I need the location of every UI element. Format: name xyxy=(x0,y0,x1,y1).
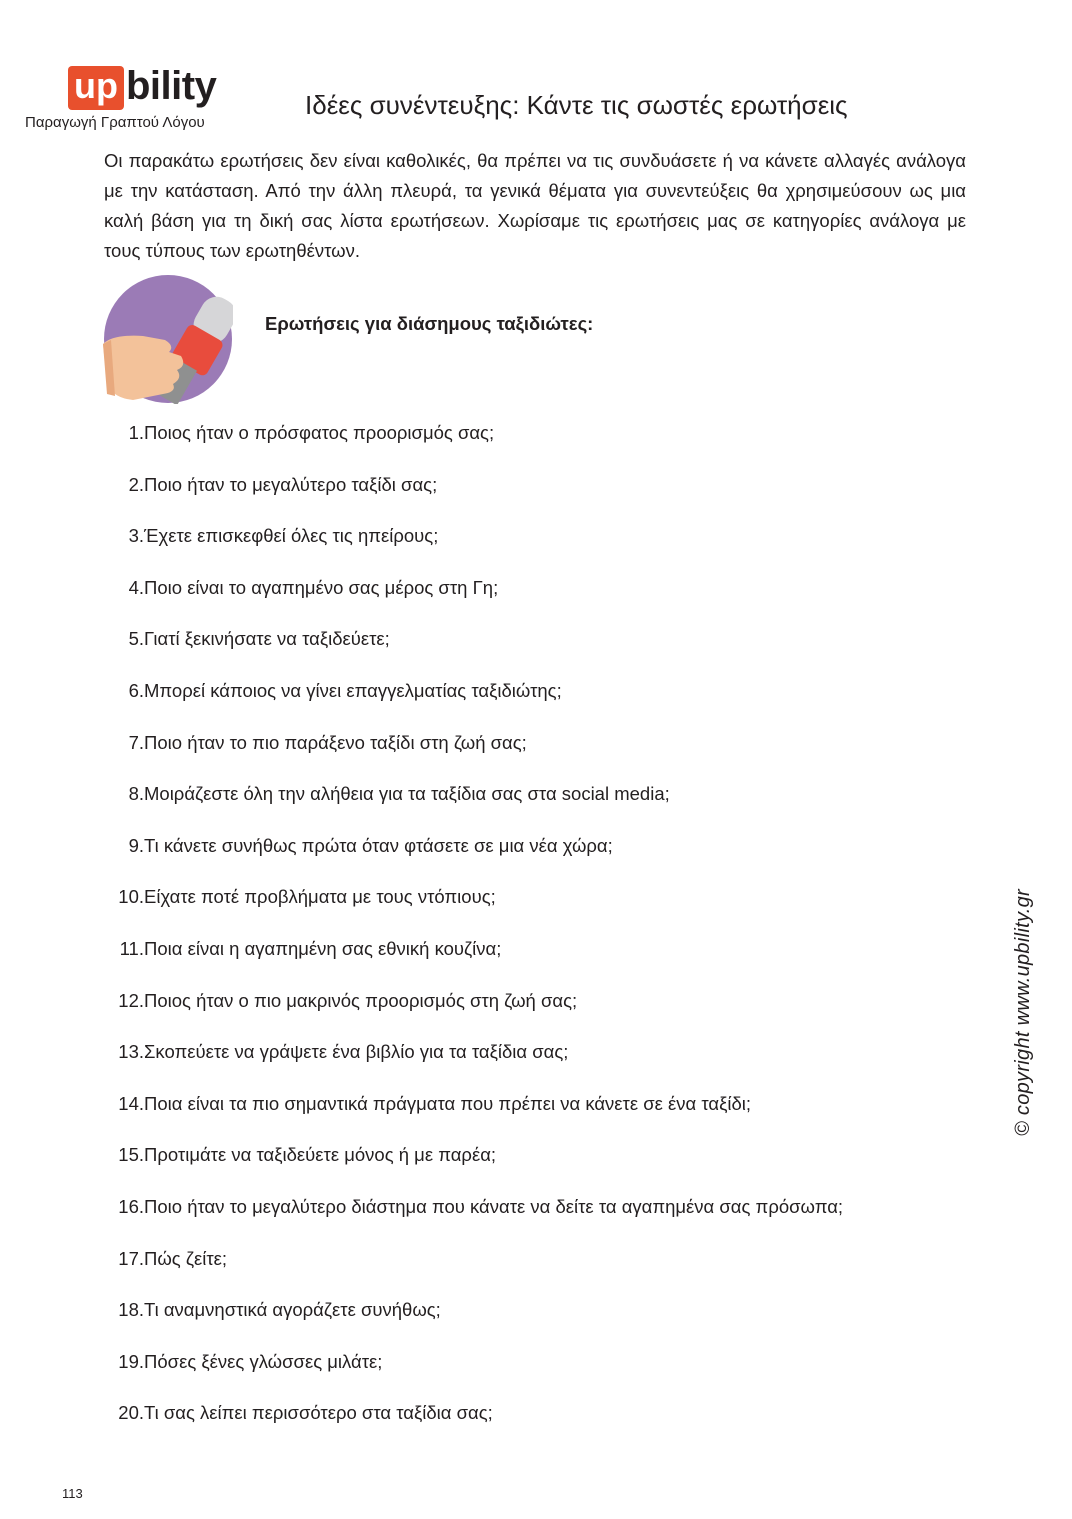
list-item: 11. Ποια είναι η αγαπημένη σας εθνική κουζίνα; xyxy=(119,937,502,959)
intro-paragraph: Οι παρακάτω ερωτήσεις δεν είναι καθολικές, θα πρέπει να τις συνδυάσετε ή να κάνετε αλλαγές ανάλογα με την κατάσταση. Από την άλλη πλευρά, τα γενικά θέματα για συνεντεύξεις θα χρησιμεύσουν ως μια καλή βάση για τη δική σας λίστα ερωτήσεων. Χωρίσαμε τις ερωτήσεις μας σε κατηγορίες ανάλογα με τους τύπους των ερωτηθέντων. xyxy=(104,150,966,261)
list-item: 18. Τι αναμνηστικά αγοράζετε συνήθως; xyxy=(118,1299,441,1321)
copyright-notice: © copyright www.upbility.gr xyxy=(1012,889,1034,1136)
microphone-icon xyxy=(103,274,233,404)
list-item: 20. Τι σας λείπει περισσότερο στα ταξίδια σας; xyxy=(118,1402,493,1424)
page-title: Ιδέες συνέντευξης: Κάντε τις σωστές ερωτήσεις xyxy=(305,90,848,120)
list-item: 9. Τι κάνετε συνήθως πρώτα όταν φτάσετε σε μια νέα χώρα; xyxy=(128,834,613,856)
list-item: 6. Μπορεί κάποιος να γίνει επαγγελματίας ταξιδιώτης; xyxy=(128,679,562,701)
list-item: 4. Ποιο είναι το αγαπημένο σας μέρος στη Γη; xyxy=(128,576,499,598)
section-heading: Ερωτήσεις για διάσημους ταξιδιώτες: xyxy=(265,313,594,334)
list-item: 1. Ποιος ήταν ο πρόσφατος προορισμός σας; xyxy=(128,422,495,443)
list-item: 7. Ποιο ήταν το πιο παράξενο ταξίδι στη ζωή σας; xyxy=(128,731,527,753)
list-item: 8. Μοιράζεστε όλη την αλήθεια για τα ταξίδια σας στα social media; xyxy=(128,783,670,805)
questions-list xyxy=(104,418,984,1450)
list-item: 15. Προτιμάτε να ταξιδεύετε μόνος ή με παρέα; xyxy=(118,1144,497,1166)
list-item: 2. Ποιο ήταν το μεγαλύτερο ταξίδι σας; xyxy=(128,473,438,495)
list-item: 3. Έχετε επισκεφθεί όλες τις ηπείρους; xyxy=(128,525,439,547)
list-item: 14. Ποια είναι τα πιο σημαντικά πράγματα που πρέπει να κάνετε σε ένα ταξίδι; xyxy=(118,1092,752,1114)
logo-wordmark: bility xyxy=(126,64,217,108)
list-item: 16. Ποιο ήταν το μεγαλύτερο διάστημα που κάνατε να δείτε τα αγαπημένα σας πρόσωπα; xyxy=(118,1195,844,1217)
list-item: 13. Σκοπεύετε να γράψετε ένα βιβλίο για τα ταξίδια σας; xyxy=(118,1041,569,1063)
list-item: 12. Ποιος ήταν ο πιο μακρινός προορισμός στη ζωή σας; xyxy=(118,989,578,1011)
list-item: 17. Πώς ζείτε; xyxy=(118,1247,228,1269)
logo-up-mark: up xyxy=(68,66,124,110)
list-item: 10. Είχατε ποτέ προβλήματα με τους ντόπιους; xyxy=(118,886,496,908)
page-number: 113 xyxy=(62,1486,83,1501)
list-item: 5. Γιατί ξεκινήσατε να ταξιδεύετε; xyxy=(128,628,390,650)
logo-subtitle: Παραγωγή Γραπτού Λόγου xyxy=(25,114,205,131)
list-item: 19. Πόσες ξένες γλώσσες μιλάτε; xyxy=(118,1350,383,1372)
